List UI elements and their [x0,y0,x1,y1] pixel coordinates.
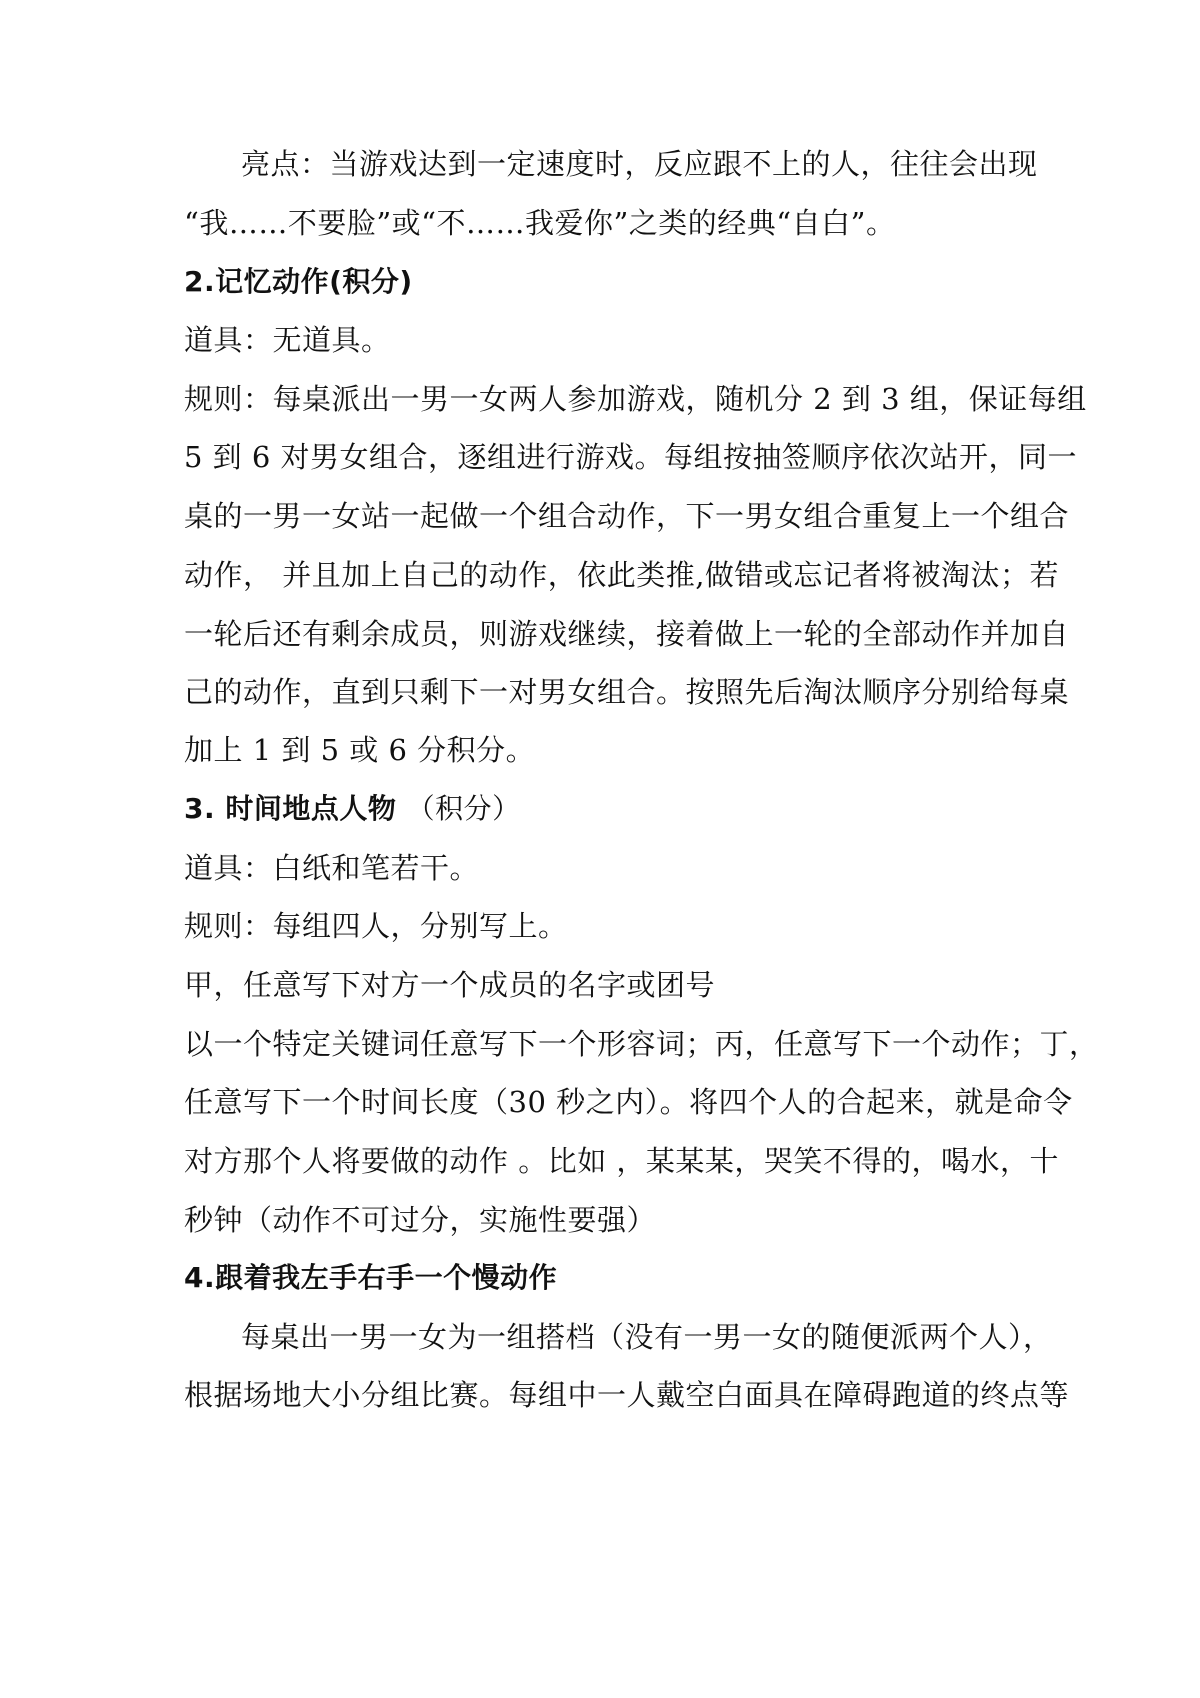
paragraph-line: 规则：每组四人，分别写上。 [184,909,568,943]
paragraph-line: 己的动作，直到只剩下一对男女组合。按照先后淘汰顺序分别给每桌 [184,675,1070,709]
section-heading-title: 3. 时间地点人物 [184,792,397,825]
paragraph-line: 根据场地大小分组比赛。每组中一人戴空白面具在障碍跑道的终点等 [184,1378,1070,1412]
paragraph-line: 动作， 并且加上自己的动作，依此类推,做错或忘记者将被淘汰；若 [184,558,1059,592]
section-heading-note: （积分） [406,792,521,825]
paragraph-line: 每桌出一男一女为一组搭档（没有一男一女的随便派两个人）， [241,1320,1053,1354]
paragraph-line: 一轮后还有剩余成员，则游戏继续，接着做上一轮的全部动作并加自 [184,617,1070,651]
paragraph-line: 加上 1 到 5 或 6 分积分。 [184,733,536,767]
paragraph-line: 甲，任意写下对方一个成员的名字或团号 [184,968,716,1002]
paragraph-line: 桌的一男一女站一起做一个组合动作，下一男女组合重复上一个组合 [184,499,1070,533]
paragraph-line: 亮点：当游戏达到一定速度时，反应跟不上的人，往往会出现 [241,147,1038,181]
section-heading: 4.跟着我左手右手一个慢动作 [184,1261,558,1294]
paragraph-line: 道具：无道具。 [184,323,391,357]
paragraph-line: 对方那个人将要做的动作 。比如 ，某某某，哭笑不得的，喝水，十 [184,1144,1059,1178]
paragraph-line: 规则：每桌派出一男一女两人参加游戏，随机分 2 到 3 组，保证每组 [184,382,1087,416]
paragraph-line: 道具：白纸和笔若干。 [184,851,480,885]
section-heading: 2.记忆动作(积分) [184,265,413,298]
paragraph-line: 以一个特定关键词任意写下一个形容词；丙，任意写下一个动作；丁， [184,1027,1099,1061]
paragraph-line: 5 到 6 对男女组合，逐组进行游戏。每组按抽签顺序依次站开，同一 [184,440,1078,474]
paragraph-line: “我……不要脸”或“不……我爱你”之类的经典“自白”。 [184,206,896,240]
paragraph-line: 秒钟（动作不可过分，实施性要强） [184,1203,657,1237]
paragraph-line: 任意写下一个时间长度（30 秒之内）。将四个人的合起来，就是命令 [184,1085,1073,1119]
section-heading [184,789,1040,829]
